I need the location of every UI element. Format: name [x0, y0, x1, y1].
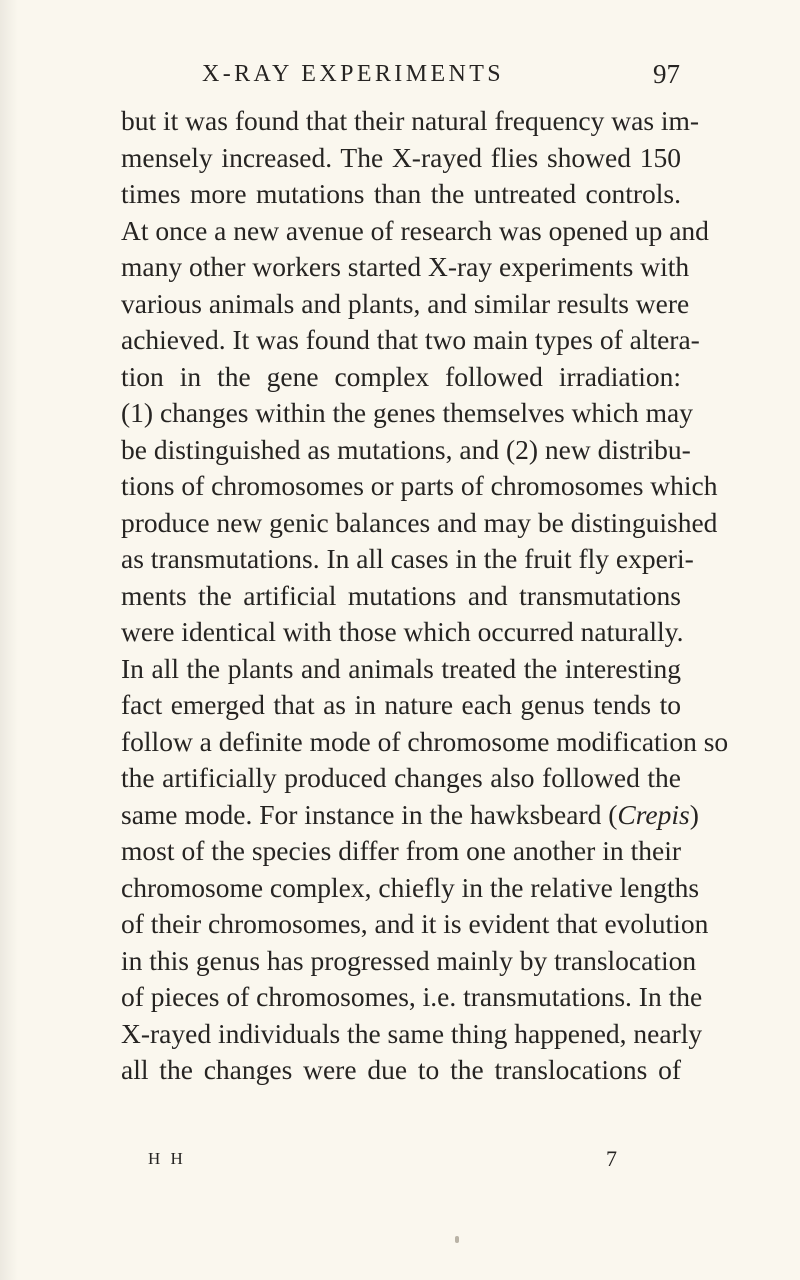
text-line: of pieces of chromosomes, i.e. transmutations. In the	[121, 981, 703, 1012]
text-line: follow a definite mode of chromosome modification so	[121, 725, 729, 757]
text-line: but it was found that their natural frequency was im-	[121, 105, 700, 136]
text-line: many other workers started X-ray experiments with	[121, 251, 690, 282]
text-line: times more mutations than the untreated controls.	[121, 178, 681, 209]
text-line: In all the plants and animals treated the interesting	[121, 652, 681, 684]
body-text	[121, 103, 729, 1089]
text-run: )	[689, 798, 699, 830]
text-line: all the changes were due to the translocations of	[121, 1054, 681, 1085]
text-line: ments the artificial mutations and transmutations	[121, 579, 681, 611]
text-line: (1) changes within the genes themselves which may	[121, 397, 693, 428]
text-line: be distinguished as mutations, and (2) new distribu-	[121, 433, 691, 465]
text-line: At once a new avenue of research was opened up and	[121, 214, 709, 246]
text-line: tion in the gene complex followed irradiation:	[121, 360, 681, 392]
signature-mark: H H	[148, 1149, 186, 1168]
text-line: of their chromosomes, and it is evident that evolution	[121, 908, 709, 939]
text-line: as transmutations. In all cases in the fruit fly experi-	[121, 543, 694, 574]
text-line: chromosome complex, chiefly in the relative lengths	[121, 871, 700, 903]
text-line: various animals and plants, and similar results were	[121, 287, 690, 319]
running-head	[148, 56, 680, 92]
page-number: 97	[653, 59, 680, 89]
italic-genus-name: Crepis	[617, 798, 690, 830]
text-line: fact emerged that as in nature each genus tends to	[121, 689, 681, 720]
signature-line	[148, 1144, 678, 1174]
text-line: were identical with those which occurred naturally.	[121, 616, 684, 647]
text-line: X-rayed individuals the same thing happened, nearly	[121, 1017, 703, 1049]
text-line-with-italic	[121, 797, 699, 834]
text-line: mensely increased. The X-rayed flies showed 150	[121, 141, 681, 173]
signature-number: 7	[606, 1146, 617, 1171]
text-run: same mode. For instance in the hawksbeard (	[121, 798, 618, 830]
gutter-shadow	[0, 0, 18, 1280]
text-line: produce new genic balances and may be distinguished	[121, 506, 718, 538]
running-title: X-RAY EXPERIMENTS	[202, 61, 505, 87]
text-line: achieved. It was found that two main types of altera-	[121, 324, 700, 355]
text-line: tions of chromosomes or parts of chromosomes which	[121, 470, 718, 501]
text-line: most of the species differ from one another in their	[121, 835, 681, 866]
text-line: in this genus has progressed mainly by translocation	[121, 944, 697, 976]
text-line: the artificially produced changes also followed the	[121, 762, 681, 793]
paper-speck	[455, 1236, 459, 1243]
